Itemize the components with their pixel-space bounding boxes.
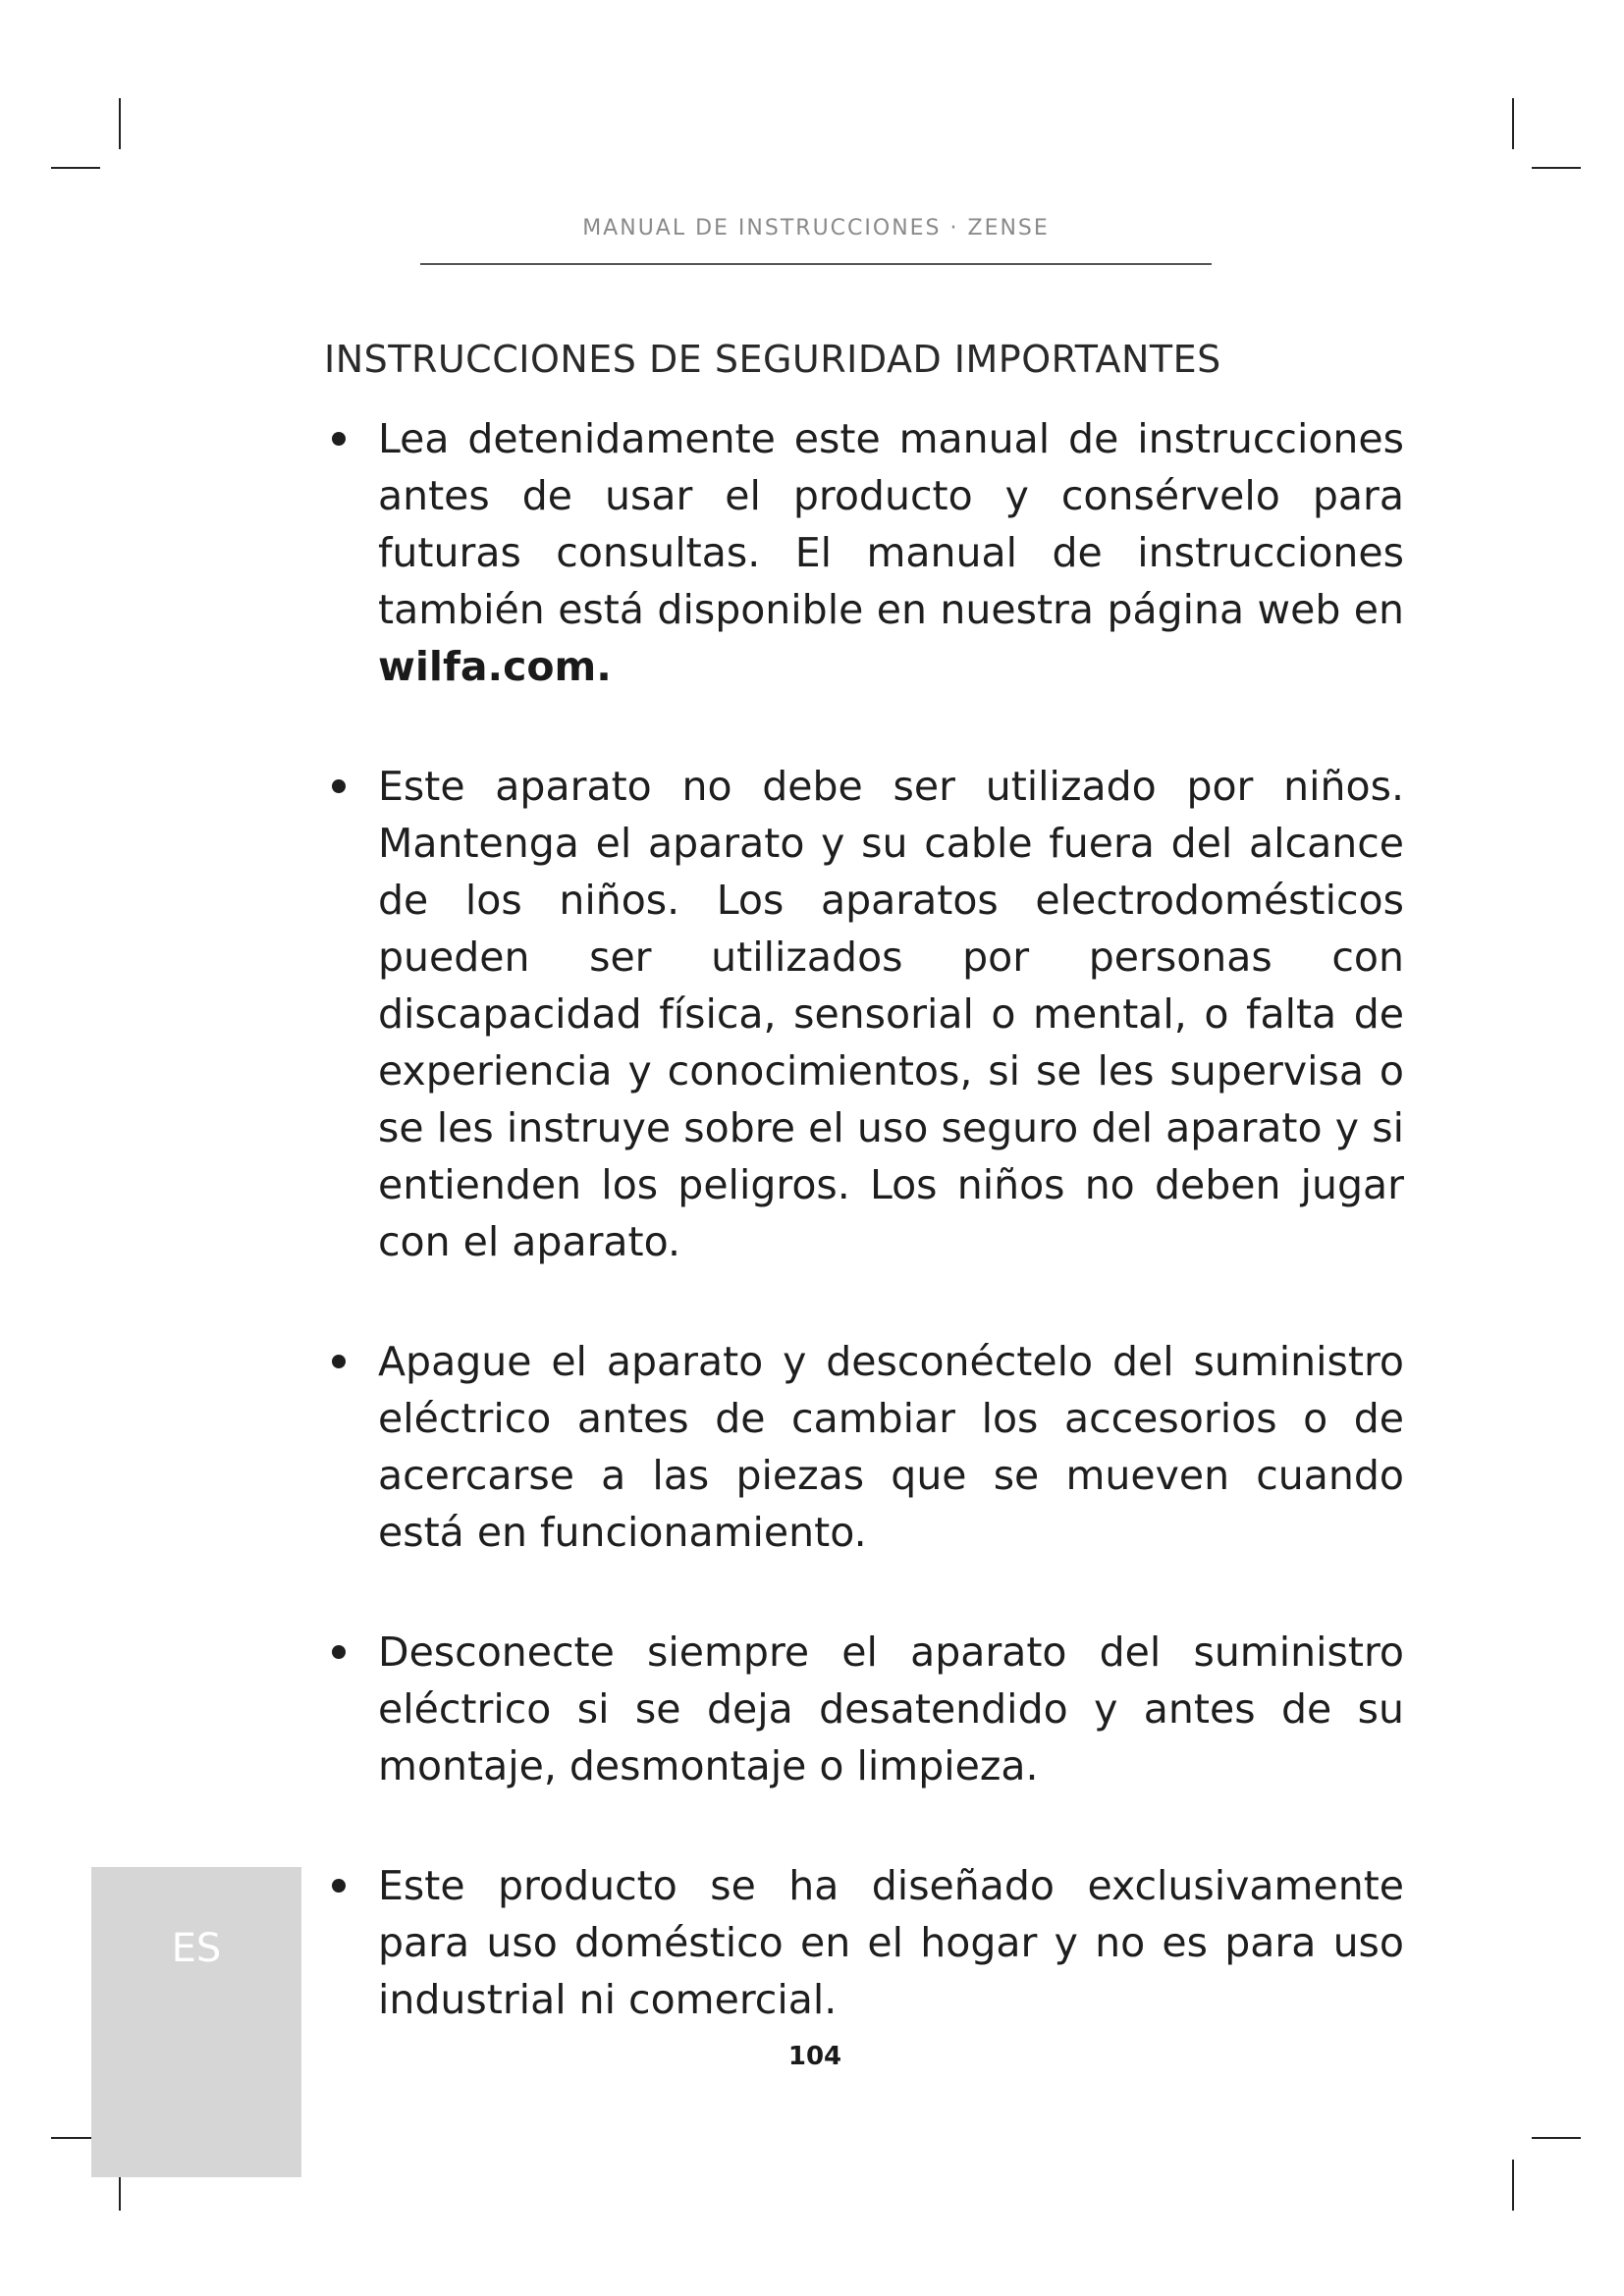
list-item [324,1857,1404,2028]
safety-instructions-list [324,410,1404,2091]
list-item-text: Este aparato no debe ser utilizado por niños. Mantenga el aparato y su cable fuera del alcance de los niños. Los aparatos electrodomésticos pueden ser utilizados por personas con discapacidad física, sensorial o mental, o falta de experiencia y conocimientos, si se les supervisa o se les instruye sobre el uso seguro del aparato y si entienden los peligros. Los niños no deben jugar con el aparato. [378,763,1404,1265]
list-item-text: Desconecte siempre el aparato del suministro eléctrico si se deja desatendido y antes de su montaje, desmontaje o limpieza. [378,1629,1404,1789]
bullet-icon [332,1355,346,1368]
language-tab [91,1867,301,2177]
language-tab-label: ES [171,1926,222,1971]
bullet-icon [332,1879,346,1893]
list-item [324,1333,1404,1561]
list-item-text: Lea detenidamente este manual de instrucciones antes de usar el producto y consérvelo para futuras consultas. El manual de instrucciones también está disponible en nuestra página web en [378,415,1404,633]
section-title: INSTRUCCIONES DE SEGURIDAD IMPORTANTES [324,338,1221,381]
list-item-text: Este producto se ha diseñado exclusivamente para uso doméstico en el hogar y no es para uso industrial ni comercial. [378,1862,1404,2023]
bullet-icon [332,432,346,446]
list-item [324,410,1404,695]
crop-mark-bottom-right-horizontal [1532,2137,1581,2139]
page-number: 104 [787,2042,842,2071]
crop-mark-top-left-horizontal [51,167,100,169]
list-item [324,1624,1404,1794]
bullet-icon [332,779,346,793]
website-link[interactable]: wilfa.com. [378,643,612,690]
bullet-icon [332,1645,346,1659]
list-item-text: Apague el aparato y desconéctelo del suministro eléctrico antes de cambiar los accesorios o de acercarse a las piezas que se mueven cuando está en funcionamiento. [378,1338,1404,1556]
header-divider [420,263,1212,265]
crop-mark-top-right-vertical [1512,98,1514,149]
crop-mark-top-right-horizontal [1532,167,1581,169]
running-header: MANUAL DE INSTRUCCIONES · ZENSE [582,216,1050,240]
list-item [324,758,1404,1270]
crop-mark-top-left-vertical [119,98,121,149]
crop-mark-bottom-right-vertical [1512,2160,1514,2211]
